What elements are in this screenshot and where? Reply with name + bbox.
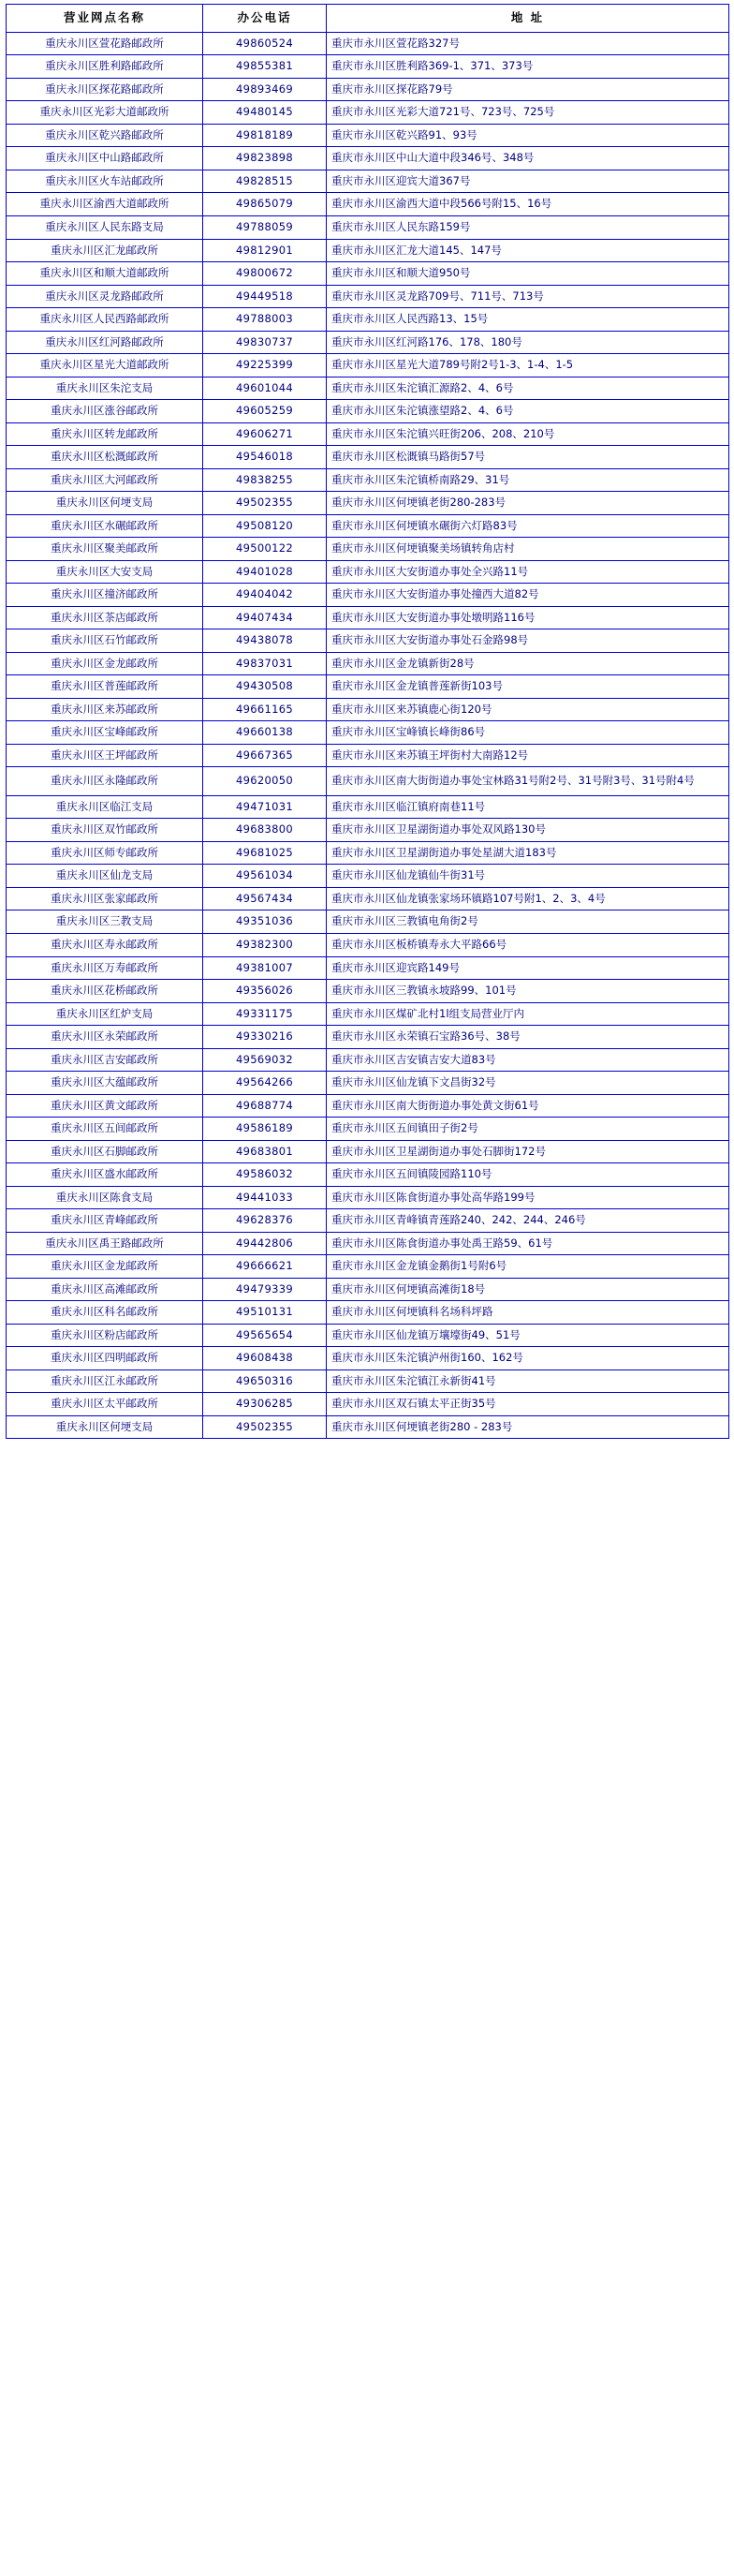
table-row — [7, 956, 729, 980]
cell-address: 重庆市永川区金龙镇金鹅街1号附6号 — [327, 1255, 729, 1279]
cell-outlet-name: 重庆永川区黄文邮政所 — [7, 1094, 203, 1118]
cell-address: 重庆市永川区煤矿北村1l组支局营业厅内 — [327, 1002, 729, 1026]
table-row — [7, 1209, 729, 1233]
table-row — [7, 819, 729, 842]
cell-outlet-name: 重庆永川区萱花路邮政所 — [7, 32, 203, 55]
cell-phone: 49381007 — [203, 956, 327, 980]
cell-address: 重庆市永川区仙龙镇万壤壕街49、51号 — [327, 1324, 729, 1347]
cell-phone: 49860524 — [203, 32, 327, 55]
cell-phone: 49331175 — [203, 1002, 327, 1026]
cell-outlet-name: 重庆永川区来苏邮政所 — [7, 698, 203, 721]
cell-outlet-name: 重庆永川区何埂支局 — [7, 1415, 203, 1439]
cell-phone: 49865079 — [203, 193, 327, 216]
cell-address: 重庆市永川区何埂镇科名场科坪路 — [327, 1301, 729, 1325]
cell-phone: 49510131 — [203, 1301, 327, 1325]
cell-outlet-name: 重庆永川区松溉邮政所 — [7, 446, 203, 469]
table-row — [7, 1347, 729, 1370]
table-row — [7, 980, 729, 1003]
cell-phone: 49449518 — [203, 285, 327, 308]
table-row — [7, 55, 729, 79]
cell-outlet-name: 重庆永川区灵龙路邮政所 — [7, 285, 203, 308]
cell-phone: 49586032 — [203, 1163, 327, 1187]
cell-outlet-name: 重庆永川区花桥邮政所 — [7, 980, 203, 1003]
cell-outlet-name: 重庆永川区宝峰邮政所 — [7, 721, 203, 745]
cell-phone: 49601044 — [203, 377, 327, 400]
cell-phone: 49661165 — [203, 698, 327, 721]
table-row — [7, 560, 729, 584]
cell-phone: 49441033 — [203, 1186, 327, 1209]
cell-address: 重庆市永川区朱沱镇兴旺街206、208、210号 — [327, 422, 729, 446]
cell-address: 重庆市永川区仙龙镇下文昌街32号 — [327, 1072, 729, 1095]
table-row — [7, 795, 729, 819]
cell-outlet-name: 重庆永川区永隆邮政所 — [7, 767, 203, 796]
table-row — [7, 308, 729, 332]
cell-address: 重庆市永川区永荣镇石宝路36号、38号 — [327, 1026, 729, 1049]
cell-phone: 49382300 — [203, 933, 327, 956]
table-row — [7, 841, 729, 865]
cell-address: 重庆市永川区青峰镇青莲路240、242、244、246号 — [327, 1209, 729, 1233]
cell-phone: 49823898 — [203, 147, 327, 170]
cell-phone: 49330216 — [203, 1026, 327, 1049]
cell-outlet-name: 重庆永川区转龙邮政所 — [7, 422, 203, 446]
table-row — [7, 1393, 729, 1416]
cell-phone: 49471031 — [203, 795, 327, 819]
cell-address: 重庆市永川区朱沱镇汇源路2、4、6号 — [327, 377, 729, 400]
table-row — [7, 1094, 729, 1118]
table-row — [7, 1324, 729, 1347]
cell-phone: 49688774 — [203, 1094, 327, 1118]
cell-phone: 49606271 — [203, 422, 327, 446]
cell-phone: 49667365 — [203, 744, 327, 767]
cell-outlet-name: 重庆永川区红炉支局 — [7, 1002, 203, 1026]
cell-phone: 49564266 — [203, 1072, 327, 1095]
cell-phone: 49666621 — [203, 1255, 327, 1279]
table-row — [7, 1415, 729, 1439]
cell-address: 重庆市永川区乾兴路91、93号 — [327, 124, 729, 147]
cell-phone: 49565654 — [203, 1324, 327, 1347]
table-row — [7, 1118, 729, 1141]
table-body — [7, 32, 729, 1438]
cell-phone: 49438078 — [203, 629, 327, 653]
cell-outlet-name: 重庆永川区汇龙邮政所 — [7, 239, 203, 262]
cell-address: 重庆市永川区大安街道办事处墩明路116号 — [327, 606, 729, 629]
table-row — [7, 331, 729, 354]
table-header — [7, 5, 729, 33]
table-row — [7, 354, 729, 378]
cell-address: 重庆市永川区金龙镇新街28号 — [327, 652, 729, 675]
cell-outlet-name: 重庆永川区永荣邮政所 — [7, 1026, 203, 1049]
cell-phone: 49546018 — [203, 446, 327, 469]
cell-address: 重庆市永川区仙龙镇张家场环镇路107号附1、2、3、4号 — [327, 887, 729, 910]
cell-address: 重庆市永川区宝峰镇长峰街86号 — [327, 721, 729, 745]
cell-address: 重庆市永川区大安街道办事处全兴路11号 — [327, 560, 729, 584]
cell-address: 重庆市永川区松溉镇马路街57号 — [327, 446, 729, 469]
cell-outlet-name: 重庆永川区红河路邮政所 — [7, 331, 203, 354]
cell-phone: 49660138 — [203, 721, 327, 745]
table-row — [7, 584, 729, 607]
cell-address: 重庆市永川区人民东路159号 — [327, 216, 729, 240]
cell-phone: 49480145 — [203, 101, 327, 125]
cell-outlet-name: 重庆永川区渝西大道邮政所 — [7, 193, 203, 216]
cell-address: 重庆市永川区临江镇府南巷11号 — [327, 795, 729, 819]
cell-outlet-name: 重庆永川区寿永邮政所 — [7, 933, 203, 956]
table-row — [7, 1278, 729, 1301]
table-row — [7, 1232, 729, 1255]
table-row — [7, 285, 729, 308]
cell-phone: 49567434 — [203, 887, 327, 910]
table-row — [7, 101, 729, 125]
cell-address: 重庆市永川区双石镇太平正街35号 — [327, 1393, 729, 1416]
table-row — [7, 32, 729, 55]
cell-outlet-name: 重庆永川区和顺大道邮政所 — [7, 262, 203, 286]
cell-address: 重庆市永川区萱花路327号 — [327, 32, 729, 55]
cell-outlet-name: 重庆永川区五间邮政所 — [7, 1118, 203, 1141]
table-row — [7, 492, 729, 515]
cell-phone: 49225399 — [203, 354, 327, 378]
cell-outlet-name: 重庆永川区大河邮政所 — [7, 468, 203, 492]
cell-outlet-name: 重庆永川区禹王路邮政所 — [7, 1232, 203, 1255]
column-header-address: 地 址 — [327, 5, 729, 33]
cell-address: 重庆市永川区陈食街道办事处禹王路59、61号 — [327, 1232, 729, 1255]
table-row — [7, 933, 729, 956]
cell-outlet-name: 重庆永川区撞济邮政所 — [7, 584, 203, 607]
cell-phone: 49401028 — [203, 560, 327, 584]
table-row — [7, 262, 729, 286]
cell-outlet-name: 重庆永川区朱沱支局 — [7, 377, 203, 400]
table-row — [7, 216, 729, 240]
cell-address: 重庆市永川区三教镇电角街2号 — [327, 910, 729, 934]
cell-phone: 49830737 — [203, 331, 327, 354]
cell-address: 重庆市永川区五间镇陵园路110号 — [327, 1163, 729, 1187]
cell-address: 重庆市永川区板桥镇寿永大平路66号 — [327, 933, 729, 956]
cell-outlet-name: 重庆永川区金龙邮政所 — [7, 652, 203, 675]
cell-address: 重庆市永川区朱沱镇桥南路29、31号 — [327, 468, 729, 492]
cell-address: 重庆市永川区三教镇永坡路99、101号 — [327, 980, 729, 1003]
cell-address: 重庆市永川区红河路176、178、180号 — [327, 331, 729, 354]
cell-phone: 49502355 — [203, 492, 327, 515]
cell-phone: 49800672 — [203, 262, 327, 286]
cell-outlet-name: 重庆永川区聚美邮政所 — [7, 538, 203, 561]
cell-outlet-name: 重庆永川区双竹邮政所 — [7, 819, 203, 842]
table-row — [7, 1301, 729, 1325]
cell-address: 重庆市永川区卫星湖街道办事处石脚街172号 — [327, 1140, 729, 1163]
cell-phone: 49812901 — [203, 239, 327, 262]
cell-outlet-name: 重庆永川区大安支局 — [7, 560, 203, 584]
cell-outlet-name: 重庆永川区人民西路邮政所 — [7, 308, 203, 332]
cell-phone: 49683800 — [203, 819, 327, 842]
cell-address: 重庆市永川区南大街街道办事处宝林路31号附2号、31号附3号、31号附4号 — [327, 767, 729, 796]
cell-address: 重庆市永川区汇龙大道145、147号 — [327, 239, 729, 262]
table-row — [7, 239, 729, 262]
cell-address: 重庆市永川区大安街道办事处撞西大道82号 — [327, 584, 729, 607]
table-row — [7, 1002, 729, 1026]
table-row — [7, 767, 729, 796]
cell-phone: 49683801 — [203, 1140, 327, 1163]
cell-address: 重庆市永川区迎宾路149号 — [327, 956, 729, 980]
column-header-phone: 办公电话 — [203, 5, 327, 33]
cell-phone: 49430508 — [203, 675, 327, 699]
cell-outlet-name: 重庆永川区师专邮政所 — [7, 841, 203, 865]
cell-address: 重庆市永川区光彩大道721号、723号、725号 — [327, 101, 729, 125]
cell-outlet-name: 重庆永川区临江支局 — [7, 795, 203, 819]
table-row — [7, 124, 729, 147]
cell-address: 重庆市永川区灵龙路709号、711号、713号 — [327, 285, 729, 308]
postal-outlets-table — [6, 4, 729, 1439]
cell-outlet-name: 重庆永川区仙龙支局 — [7, 865, 203, 888]
cell-outlet-name: 重庆永川区星光大道邮政所 — [7, 354, 203, 378]
cell-address: 重庆市永川区中山大道中段346号、348号 — [327, 147, 729, 170]
cell-outlet-name: 重庆永川区四明邮政所 — [7, 1347, 203, 1370]
cell-outlet-name: 重庆永川区陈食支局 — [7, 1186, 203, 1209]
cell-address: 重庆市永川区人民西路13、15号 — [327, 308, 729, 332]
table-row — [7, 887, 729, 910]
cell-phone: 49586189 — [203, 1118, 327, 1141]
cell-outlet-name: 重庆永川区金龙邮政所 — [7, 1255, 203, 1279]
table-row — [7, 446, 729, 469]
table-row — [7, 147, 729, 170]
cell-address: 重庆市永川区探花路79号 — [327, 78, 729, 101]
cell-address: 重庆市永川区迎宾大道367号 — [327, 170, 729, 193]
cell-phone: 49681025 — [203, 841, 327, 865]
table-row — [7, 606, 729, 629]
cell-phone: 49407434 — [203, 606, 327, 629]
cell-outlet-name: 重庆永川区人民东路支局 — [7, 216, 203, 240]
cell-phone: 49479339 — [203, 1278, 327, 1301]
cell-outlet-name: 重庆永川区粉店邮政所 — [7, 1324, 203, 1347]
cell-address: 重庆市永川区何埂镇高滩街18号 — [327, 1278, 729, 1301]
cell-outlet-name: 重庆永川区吉安邮政所 — [7, 1048, 203, 1072]
table-row — [7, 721, 729, 745]
cell-phone: 49442806 — [203, 1232, 327, 1255]
cell-outlet-name: 重庆永川区大蕴邮政所 — [7, 1072, 203, 1095]
table-row — [7, 1048, 729, 1072]
table-row — [7, 1140, 729, 1163]
cell-phone: 49500122 — [203, 538, 327, 561]
cell-phone: 49502355 — [203, 1415, 327, 1439]
table-row — [7, 1026, 729, 1049]
table-row — [7, 675, 729, 699]
cell-address: 重庆市永川区朱沱镇泸州街160、162号 — [327, 1347, 729, 1370]
table-row — [7, 1163, 729, 1187]
cell-address: 重庆市永川区何埂镇老街280 - 283号 — [327, 1415, 729, 1439]
cell-address: 重庆市永川区朱沱镇涨望路2、4、6号 — [327, 400, 729, 423]
cell-address: 重庆市永川区何埂镇水碾街六灯路83号 — [327, 514, 729, 538]
cell-phone: 49404042 — [203, 584, 327, 607]
cell-phone: 49306285 — [203, 1393, 327, 1416]
cell-address: 重庆市永川区金龙镇普莲新街103号 — [327, 675, 729, 699]
table-row — [7, 744, 729, 767]
cell-outlet-name: 重庆永川区江永邮政所 — [7, 1369, 203, 1393]
cell-outlet-name: 重庆永川区火车站邮政所 — [7, 170, 203, 193]
cell-address: 重庆市永川区胜利路369-1、371、373号 — [327, 55, 729, 79]
cell-outlet-name: 重庆永川区三教支局 — [7, 910, 203, 934]
cell-address: 重庆市永川区朱沱镇江永新街41号 — [327, 1369, 729, 1393]
cell-phone: 49356026 — [203, 980, 327, 1003]
cell-address: 重庆市永川区仙龙镇仙牛街31号 — [327, 865, 729, 888]
cell-address: 重庆市永川区来苏镇鹿心街120号 — [327, 698, 729, 721]
cell-phone: 49855381 — [203, 55, 327, 79]
table-row — [7, 538, 729, 561]
table-row — [7, 193, 729, 216]
cell-phone: 49828515 — [203, 170, 327, 193]
cell-phone: 49893469 — [203, 78, 327, 101]
cell-outlet-name: 重庆永川区王坪邮政所 — [7, 744, 203, 767]
cell-outlet-name: 重庆永川区张家邮政所 — [7, 887, 203, 910]
table-row — [7, 377, 729, 400]
cell-outlet-name: 重庆永川区普莲邮政所 — [7, 675, 203, 699]
table-row — [7, 910, 729, 934]
cell-address: 重庆市永川区星光大道789号附2号1-3、1-4、1-5 — [327, 354, 729, 378]
table-row — [7, 698, 729, 721]
cell-outlet-name: 重庆永川区高滩邮政所 — [7, 1278, 203, 1301]
cell-outlet-name: 重庆永川区胜利路邮政所 — [7, 55, 203, 79]
table-row — [7, 170, 729, 193]
cell-outlet-name: 重庆永川区何埂支局 — [7, 492, 203, 515]
cell-address: 重庆市永川区渝西大道中段566号附15、16号 — [327, 193, 729, 216]
cell-outlet-name: 重庆永川区水碾邮政所 — [7, 514, 203, 538]
table-row — [7, 629, 729, 653]
cell-phone: 49561034 — [203, 865, 327, 888]
cell-outlet-name: 重庆永川区光彩大道邮政所 — [7, 101, 203, 125]
cell-address: 重庆市永川区五间镇田子街2号 — [327, 1118, 729, 1141]
cell-outlet-name: 重庆永川区盛水邮政所 — [7, 1163, 203, 1187]
table-row — [7, 1255, 729, 1279]
cell-phone: 49818189 — [203, 124, 327, 147]
cell-phone: 49837031 — [203, 652, 327, 675]
cell-phone: 49620050 — [203, 767, 327, 796]
cell-outlet-name: 重庆永川区茶店邮政所 — [7, 606, 203, 629]
cell-address: 重庆市永川区卫星湖街道办事处星湖大道183号 — [327, 841, 729, 865]
cell-address: 重庆市永川区何埂镇聚美场镇转角店村 — [327, 538, 729, 561]
table-row — [7, 865, 729, 888]
cell-address: 重庆市永川区大安街道办事处石金路98号 — [327, 629, 729, 653]
cell-outlet-name: 重庆永川区青峰邮政所 — [7, 1209, 203, 1233]
cell-address: 重庆市永川区陈食街道办事处高华路199号 — [327, 1186, 729, 1209]
cell-phone: 49508120 — [203, 514, 327, 538]
cell-outlet-name: 重庆永川区涨谷邮政所 — [7, 400, 203, 423]
cell-outlet-name: 重庆永川区石脚邮政所 — [7, 1140, 203, 1163]
column-header-outlet-name: 营业网点名称 — [7, 5, 203, 33]
cell-outlet-name: 重庆永川区乾兴路邮政所 — [7, 124, 203, 147]
cell-phone: 49569032 — [203, 1048, 327, 1072]
cell-outlet-name: 重庆永川区科名邮政所 — [7, 1301, 203, 1325]
cell-outlet-name: 重庆永川区石竹邮政所 — [7, 629, 203, 653]
cell-outlet-name: 重庆永川区中山路邮政所 — [7, 147, 203, 170]
cell-phone: 49608438 — [203, 1347, 327, 1370]
table-row — [7, 400, 729, 423]
table-header-row — [7, 5, 729, 33]
cell-phone: 49838255 — [203, 468, 327, 492]
cell-address: 重庆市永川区来苏镇王坪街村大南路12号 — [327, 744, 729, 767]
table-row — [7, 652, 729, 675]
cell-phone: 49650316 — [203, 1369, 327, 1393]
table-row — [7, 422, 729, 446]
cell-phone: 49628376 — [203, 1209, 327, 1233]
cell-outlet-name: 重庆永川区太平邮政所 — [7, 1393, 203, 1416]
cell-address: 重庆市永川区卫星湖街道办事处双风路130号 — [327, 819, 729, 842]
cell-address: 重庆市永川区南大街街道办事处黄文街61号 — [327, 1094, 729, 1118]
cell-phone: 49788003 — [203, 308, 327, 332]
table-row — [7, 1186, 729, 1209]
cell-phone: 49605259 — [203, 400, 327, 423]
cell-outlet-name: 重庆永川区万寿邮政所 — [7, 956, 203, 980]
table-row — [7, 1369, 729, 1393]
cell-address: 重庆市永川区和顺大道950号 — [327, 262, 729, 286]
table-row — [7, 514, 729, 538]
cell-phone: 49788059 — [203, 216, 327, 240]
table-row — [7, 1072, 729, 1095]
cell-phone: 49351036 — [203, 910, 327, 934]
cell-outlet-name: 重庆永川区探花路邮政所 — [7, 78, 203, 101]
table-row — [7, 468, 729, 492]
cell-address: 重庆市永川区吉安镇吉安大道83号 — [327, 1048, 729, 1072]
table-row — [7, 78, 729, 101]
cell-address: 重庆市永川区何埂镇老街280-283号 — [327, 492, 729, 515]
